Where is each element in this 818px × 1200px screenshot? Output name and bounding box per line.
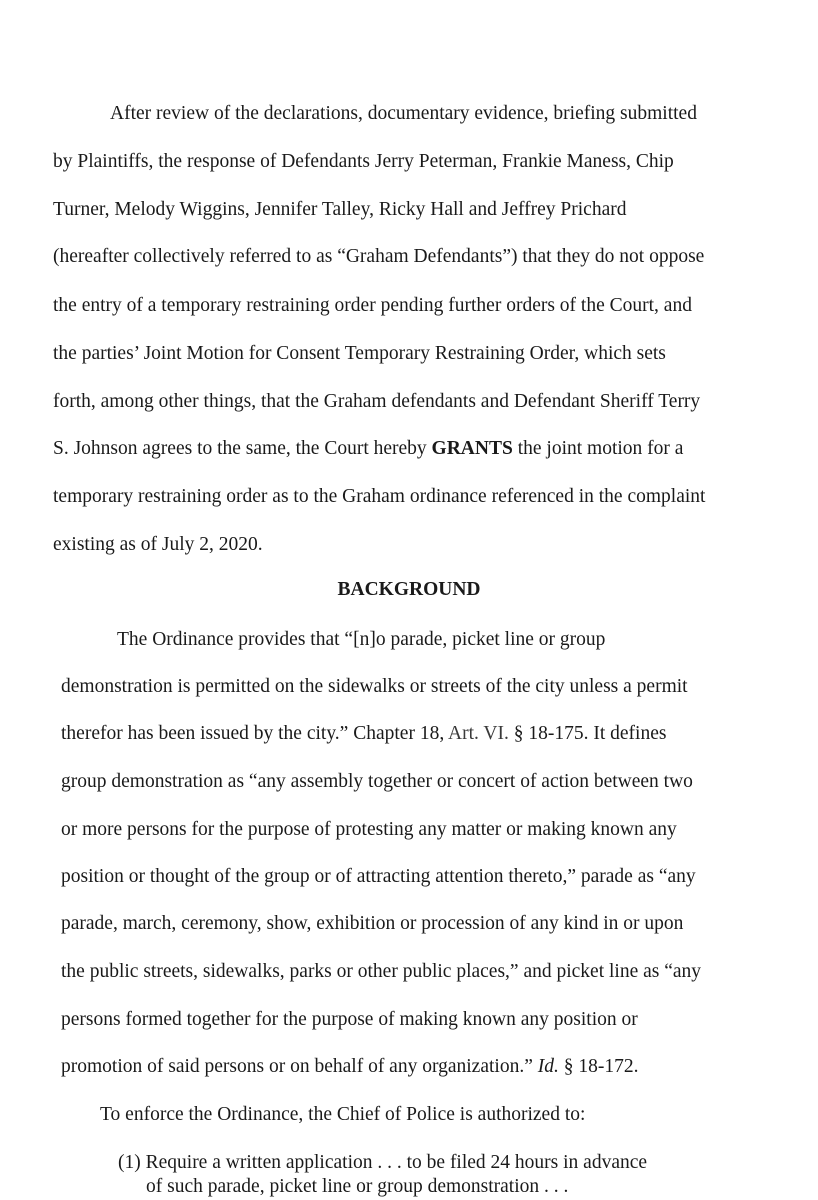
p1-line-10: existing as of July 2, 2020. [53,534,263,555]
p2-line-10-text: promotion of said persons or on behalf of any organization.” [61,1056,538,1077]
p2-line-5: or more persons for the purpose of protesting any matter or making known any [61,819,677,840]
p2-line-1: The Ordinance provides that “[n]o parade, picket line or group [117,629,606,650]
p2-line-3 [61,722,666,746]
quote-line-2: of such parade, picket line or group demonstration . . . [146,1176,569,1197]
p2-line-10-rest: § 18-172. [558,1056,639,1077]
p1-line-8-rest: the joint motion for a [512,438,684,459]
p2-line-2: demonstration is permitted on the sidewalks or streets of the city unless a permit [61,676,688,697]
p1-line-1: After review of the declarations, documentary evidence, briefing submitted [110,103,697,124]
p2-line-4: group demonstration as “any assembly together or concert of action between two [61,771,693,792]
paragraph-enforce: To enforce the Ordinance, the Chief of Police is authorized to: [100,1104,586,1125]
section-heading [0,578,818,602]
article-ref: Art. VI. [448,723,509,744]
p1-line-4: (hereafter collectively referred to as “Graham Defendants”) that they do not oppose [53,246,705,267]
id-citation: Id. [537,1056,559,1077]
p1-line-6: the parties’ Joint Motion for Consent Temporary Restraining Order, which sets [53,343,666,364]
quote-line-1: (1) Require a written application . . . to be filed 24 hours in advance [118,1152,648,1173]
p1-line-5: the entry of a temporary restraining order pending further orders of the Court, and [53,295,692,316]
p2-line-9: persons formed together for the purpose of making known any position or [61,1009,638,1030]
p2-line-7: parade, march, ceremony, show, exhibition or procession of any kind in or upon [61,913,684,934]
p2-line-8: the public streets, sidewalks, parks or other public places,” and picket line as “any [61,961,702,982]
p1-line-8-text: S. Johnson agrees to the same, the Court hereby [53,438,432,459]
p2-line-6: position or thought of the group or of attracting attention thereto,” parade as “any [61,866,696,887]
p2-line-10 [61,1055,638,1079]
p1-line-9: temporary restraining order as to the Graham ordinance referenced in the complaint [53,486,706,507]
p2-line-3-text: therefor has been issued by the city.” Chapter 18, [61,723,448,744]
p1-line-8 [53,437,683,461]
p2-line-3-rest: § 18-175. It defines [508,723,667,744]
p1-line-3: Turner, Melody Wiggins, Jennifer Talley, Ricky Hall and Jeffrey Prichard [53,199,627,220]
grants-bold: GRANTS [431,438,513,459]
heading-text: BACKGROUND [337,579,481,600]
p1-line-2: by Plaintiffs, the response of Defendants Jerry Peterman, Frankie Maness, Chip [53,151,674,172]
p1-line-7: forth, among other things, that the Graham defendants and Defendant Sheriff Terry [53,391,701,412]
